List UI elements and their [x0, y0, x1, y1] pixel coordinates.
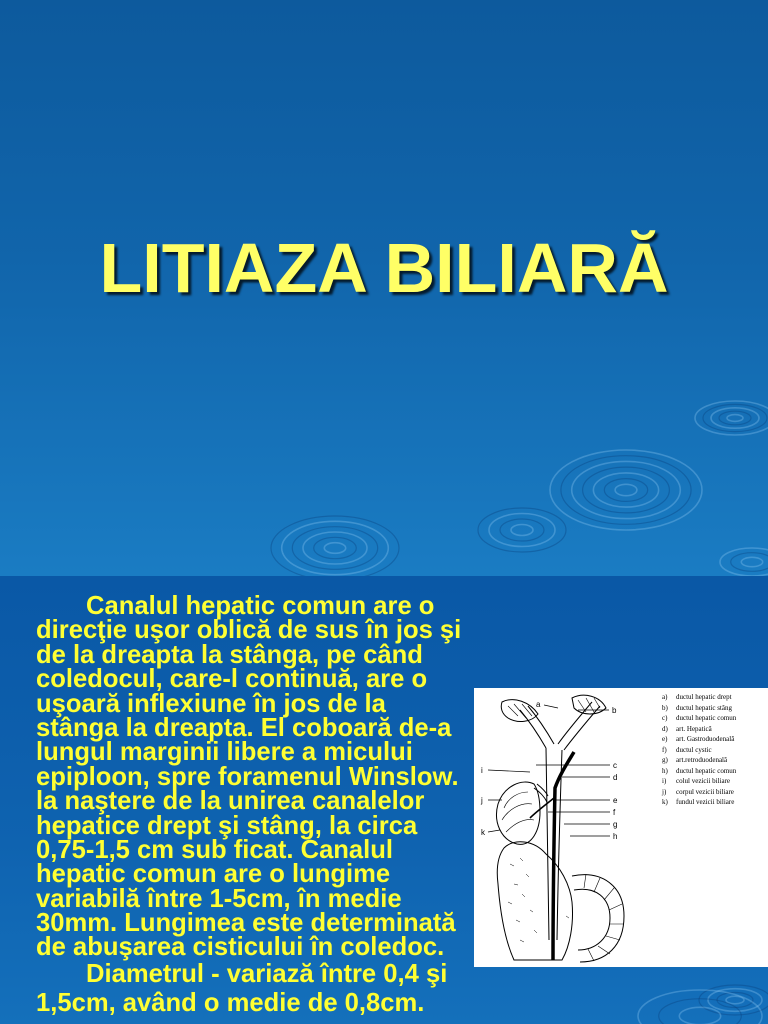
legend-key: g)	[662, 756, 668, 764]
ripple-ring	[615, 484, 637, 495]
ripple-ring	[741, 557, 762, 566]
diagram-label-a: a	[536, 700, 541, 709]
diagram-label-f: f	[613, 808, 616, 817]
legend-key: a)	[662, 693, 668, 701]
paragraph-diameter	[36, 960, 461, 1019]
legend-item	[662, 692, 736, 703]
pancreas	[497, 842, 572, 960]
text-line: epiploon, spre foramenul Winslow.	[36, 762, 459, 791]
legend-text: art. Gastroduodenală	[676, 735, 735, 743]
ripple-ring	[727, 415, 743, 422]
diagram-label-d: d	[613, 773, 618, 782]
diagram-label-j: j	[481, 796, 483, 805]
legend-key: b)	[662, 703, 668, 712]
content-slide	[0, 576, 768, 1024]
ripple-ring	[478, 508, 566, 552]
legend-key: j)	[662, 787, 667, 796]
diagram-label-i: i	[481, 766, 483, 775]
paragraph-description	[36, 594, 461, 960]
text-line: direcţie uşor oblică de sus în jos şi	[36, 616, 462, 645]
gallbladder	[497, 782, 540, 844]
legend-key: d)	[662, 724, 668, 733]
diagram-label-b: b	[612, 706, 617, 715]
left-hepatic-duct	[558, 702, 600, 750]
slide-title: LITIAZA BILIARĂ	[99, 229, 669, 307]
text-line: de la dreapta la stânga, pe când	[36, 640, 423, 669]
text-line: Canalul hepatic comun are o	[86, 592, 435, 620]
ripple-ring	[731, 553, 768, 572]
legend-item	[662, 734, 736, 745]
gastroduodenal-artery	[530, 798, 554, 818]
ripple-ring	[282, 521, 389, 574]
ripple-ring	[708, 989, 762, 1012]
text-line: hepatice drept şi stâng, la circa	[36, 811, 418, 840]
ripple-ring	[719, 411, 751, 425]
ripple-ring	[720, 548, 768, 576]
legend-key: f)	[662, 745, 667, 754]
legend-text: art. Hepatică	[676, 724, 712, 733]
ripple-ring	[659, 999, 742, 1024]
text-line: Diametrul - variază între 0,4 şi	[86, 959, 448, 988]
ripple-ring	[292, 527, 377, 570]
ripple-ring	[489, 514, 555, 547]
ripple-ring	[593, 473, 658, 507]
ripple-ring	[583, 467, 670, 513]
ripple-ring	[314, 537, 357, 558]
ripple-ring	[699, 985, 768, 1015]
ripple-ring	[711, 408, 759, 428]
diagram-label-e: e	[613, 796, 618, 805]
legend-item	[662, 787, 736, 798]
ripple-ring	[638, 990, 762, 1024]
legend-text: ductul hepatic comun	[676, 766, 737, 775]
legend-item	[662, 766, 736, 777]
legend-key: i)	[662, 777, 667, 785]
leader-lines	[488, 705, 610, 836]
legend-item	[662, 776, 736, 787]
text-line: lungul marginii libere a micului	[36, 738, 413, 767]
ripple-ring	[679, 1007, 720, 1024]
legend-item	[662, 755, 736, 766]
legend-text: ductul hepatic stâng	[676, 703, 732, 712]
legend-key: c)	[662, 714, 668, 722]
body-text	[36, 594, 461, 1019]
legend-item	[662, 724, 736, 735]
hepatic-artery	[553, 752, 574, 960]
ripple-ring	[572, 461, 681, 518]
legend-text: corpul vezicii biliare	[676, 787, 734, 796]
legend-item	[662, 745, 736, 756]
text-line: uşoară inflexiune în jos de la	[36, 689, 386, 718]
ripple-ring	[324, 543, 345, 554]
text-line: stânga la dreapta. El coboară de-a	[36, 713, 452, 742]
text-line: variabilă între 1-5cm, în medie	[36, 884, 402, 913]
legend-key: e)	[662, 735, 668, 743]
diagram-label-k: k	[481, 828, 485, 837]
legend-item	[662, 703, 736, 714]
liver-outline-right	[572, 695, 606, 714]
text-line: 0,75-1,5 cm sub ficat. Canalul	[36, 835, 394, 864]
figure-legend	[662, 692, 736, 808]
legend-key: k)	[662, 798, 668, 806]
ripple-ring	[303, 532, 367, 564]
legend-text: art.retroduodenală	[676, 756, 728, 764]
text-line: hepatic comun are o lungime	[36, 860, 391, 889]
legend-text: ductul hepatic drept	[676, 693, 732, 701]
ripple-ring	[703, 404, 767, 431]
legend-item	[662, 797, 736, 808]
text-line: la naştere de la unirea canalelor	[36, 787, 425, 816]
ripple-ring	[561, 456, 691, 525]
ripple-ring	[604, 479, 647, 502]
legend-key: h)	[662, 766, 668, 775]
text-line: 30mm. Lungimea este determinată	[36, 909, 456, 938]
diagram-label-c: c	[613, 761, 617, 770]
gallbladder-shading	[502, 792, 534, 832]
diagram-label-h: h	[613, 832, 618, 841]
text-line: de abuşarea cisticului în coledoc.	[36, 933, 445, 962]
legend-text: ductul hepatic comun	[676, 714, 737, 722]
legend-text: fundul vezicii biliare	[676, 798, 735, 806]
ripple-ring	[726, 996, 744, 1004]
text-line: 1,5cm, având o medie de 0,8cm.	[36, 989, 425, 1018]
anatomy-figure	[474, 688, 768, 967]
duodenum	[572, 875, 624, 962]
ripple-ring	[550, 450, 702, 530]
legend-text: ductul cystic	[676, 745, 712, 754]
ripple-ring	[511, 525, 533, 536]
diagram-label-g: g	[613, 820, 618, 829]
legend-item	[662, 713, 736, 724]
ripple-ring	[717, 993, 753, 1008]
legend-text: colul vezicii biliare	[676, 777, 731, 785]
ripple-ring	[271, 516, 399, 576]
ripple-ring	[695, 401, 768, 435]
text-line: coledocul, care-l continuă, are o	[36, 665, 428, 694]
ripple-ring	[500, 519, 544, 541]
